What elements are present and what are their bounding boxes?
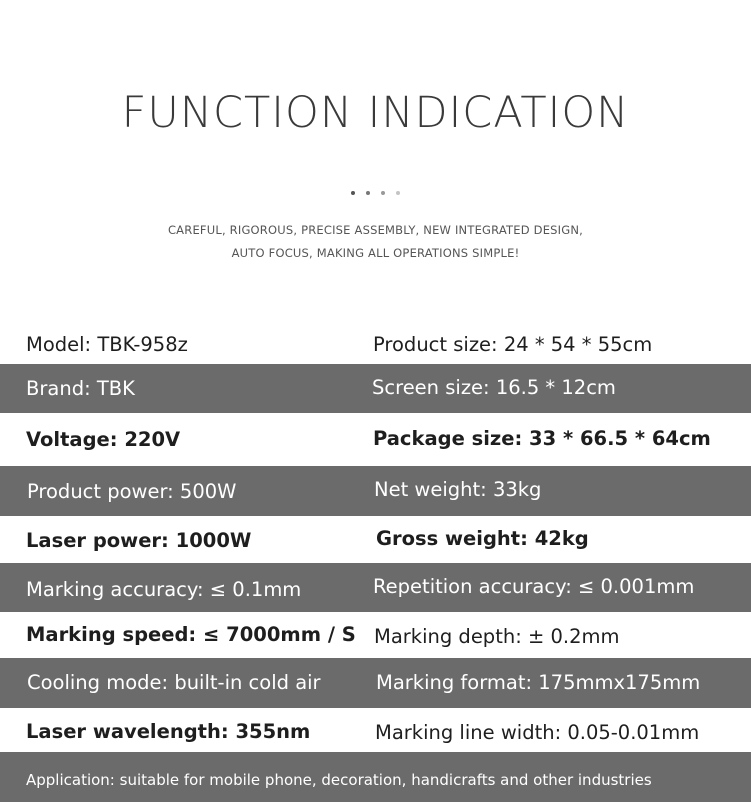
spec-net-weight: Net weight: 33kg <box>374 478 542 501</box>
pagination-dots <box>0 191 751 195</box>
spec-marking-accuracy: Marking accuracy: ≤ 0.1mm <box>26 578 302 601</box>
spec-row <box>0 413 751 466</box>
spec-row <box>0 364 751 413</box>
spec-laser-power: Laser power: 1000W <box>26 529 252 552</box>
spec-product-power: Product power: 500W <box>27 480 237 503</box>
spec-brand: Brand: TBK <box>26 377 135 400</box>
subtitle-line-2: AUTO FOCUS, MAKING ALL OPERATIONS SIMPLE! <box>231 246 520 260</box>
spec-marking-speed: Marking speed: ≤ 7000mm / S <box>26 623 356 646</box>
spec-row <box>0 466 751 516</box>
spec-row <box>0 612 751 658</box>
spec-row <box>0 563 751 612</box>
spec-row <box>0 708 751 752</box>
spec-cooling-mode: Cooling mode: built-in cold air <box>27 671 321 694</box>
spec-marking-line-width: Marking line width: 0.05-0.01mm <box>375 721 700 744</box>
spec-marking-format: Marking format: 175mmx175mm <box>376 671 701 694</box>
spec-package-size: Package size: 33 * 66.5 * 64cm <box>373 427 711 450</box>
dot-2 <box>366 191 370 195</box>
dot-3 <box>381 191 385 195</box>
application-text: Application: suitable for mobile phone, decoration, handicrafts and other industries <box>26 771 652 789</box>
dot-4 <box>396 191 400 195</box>
page-title: FUNCTION INDICATION <box>121 88 630 138</box>
dot-1 <box>351 191 355 195</box>
spec-gross-weight: Gross weight: 42kg <box>376 527 589 550</box>
spec-repetition-accuracy: Repetition accuracy: ≤ 0.001mm <box>373 575 695 598</box>
spec-marking-depth: Marking depth: ± 0.2mm <box>374 625 620 648</box>
application-row <box>0 752 751 802</box>
spec-row <box>0 516 751 563</box>
spec-row <box>0 658 751 708</box>
subtitle-line-1: CAREFUL, RIGOROUS, PRECISE ASSEMBLY, NEW INTEGRATED DESIGN, <box>167 223 584 237</box>
spec-laser-wavelength: Laser wavelength: 355nm <box>26 720 311 743</box>
spec-voltage: Voltage: 220V <box>26 428 181 451</box>
spec-model: Model: TBK-958z <box>26 333 188 356</box>
spec-screen-size: Screen size: 16.5 * 12cm <box>372 376 616 399</box>
spec-product-size: Product size: 24 * 54 * 55cm <box>373 333 653 356</box>
spec-row <box>0 322 751 368</box>
